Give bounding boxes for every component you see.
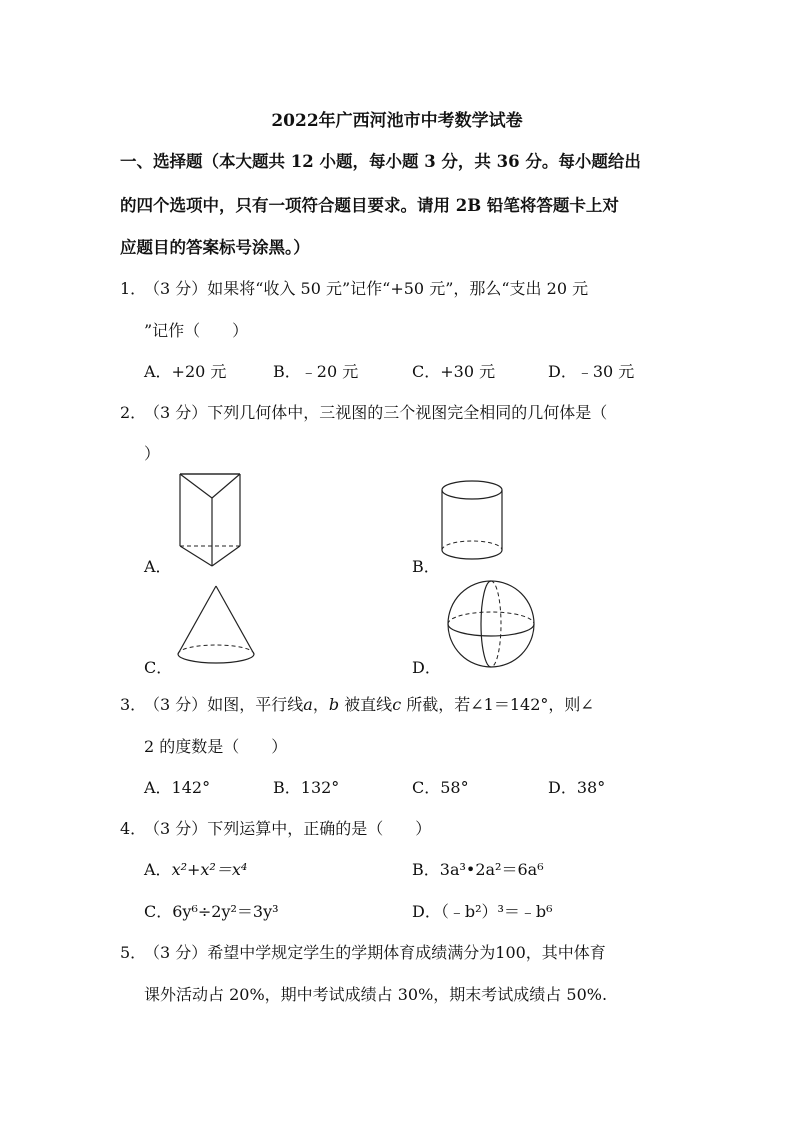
sphere-figure (446, 580, 538, 670)
question-text-line-1 (144, 692, 594, 715)
option-label: C． (144, 902, 173, 921)
option-label: D． (412, 902, 441, 921)
page-title: 2022年广西河池市中考数学试卷 (271, 111, 523, 131)
text-segment: 所截，若∠1＝142°，则∠ (401, 695, 594, 714)
math-expression: x²+x²＝x⁴ (171, 860, 248, 879)
option-c (144, 899, 279, 922)
option-c: C．+30 元 (412, 362, 496, 381)
math-expression: （﹣b²）³＝﹣b⁶ (440, 902, 553, 921)
option-label: A． (144, 860, 172, 879)
text-segment: （3 分）如图，平行线 (144, 695, 304, 714)
option-c: C．58° (412, 778, 469, 797)
triangular-prism-figure (172, 470, 252, 570)
text-segment: 被直线 (339, 695, 393, 714)
section-heading-line-2: 的四个选项中，只有一项符合题目要求。请用 2B 铅笔将答题卡上对 (120, 196, 619, 215)
option-b: B．132° (273, 778, 340, 797)
question-text-line-2: 2 的度数是（ ） (144, 737, 288, 756)
option-d: D．﹣30 元 (548, 362, 635, 381)
section-heading-line-1: 一、选择题（本大题共 12 小题，每小题 3 分，共 36 分。每小题给出 (120, 152, 641, 171)
question-number: 4． (120, 819, 147, 838)
cylinder-figure (440, 478, 506, 570)
question-number: 5． (120, 943, 147, 962)
variable-c: c (392, 695, 402, 714)
question-text-line-2: ”记作（ ） (144, 321, 249, 340)
section-heading-line-3: 应题目的答案标号涂黑。） (120, 238, 310, 257)
option-a (144, 857, 247, 880)
option-b (412, 857, 544, 880)
option-label: B． (412, 860, 440, 879)
question-number: 2． (120, 403, 147, 422)
variable-b: b (328, 695, 340, 714)
question-text-line-1: （3 分）希望中学规定学生的学期体育成绩满分为100，其中体育 (144, 943, 606, 962)
question-number: 3． (120, 695, 147, 714)
cone-figure (174, 584, 258, 670)
option-d (412, 899, 553, 922)
option-a: A． (144, 557, 172, 576)
question-number: 1． (120, 279, 147, 298)
variable-a: a (303, 695, 313, 714)
option-a: A．142° (144, 778, 211, 797)
option-b: B．﹣20 元 (273, 362, 359, 381)
option-d: D．38° (548, 778, 606, 797)
option-c: C． (144, 658, 173, 677)
question-text-line-2: 课外活动占 20%，期中考试成绩占 30%，期末考试成绩占 50%. (144, 985, 608, 1004)
text-segment: ， (312, 695, 329, 714)
question-text-line-1: （3 分）下列几何体中，三视图的三个视图完全相同的几何体是（ (144, 403, 608, 422)
option-d: D． (412, 658, 441, 677)
question-text-line-2: ） (144, 444, 161, 463)
question-text-line-1: （3 分）下列运算中，正确的是（ ） (144, 819, 432, 838)
question-text-line-1: （3 分）如果将“收入 50 元”记作“+50 元”，那么“支出 20 元 (144, 279, 589, 298)
math-expression: 6y⁶÷2y²＝3y³ (172, 902, 279, 921)
option-a: A．+20 元 (144, 362, 227, 381)
math-expression: 3a³•2a²＝6a⁶ (439, 860, 544, 879)
option-b: B． (412, 557, 440, 576)
